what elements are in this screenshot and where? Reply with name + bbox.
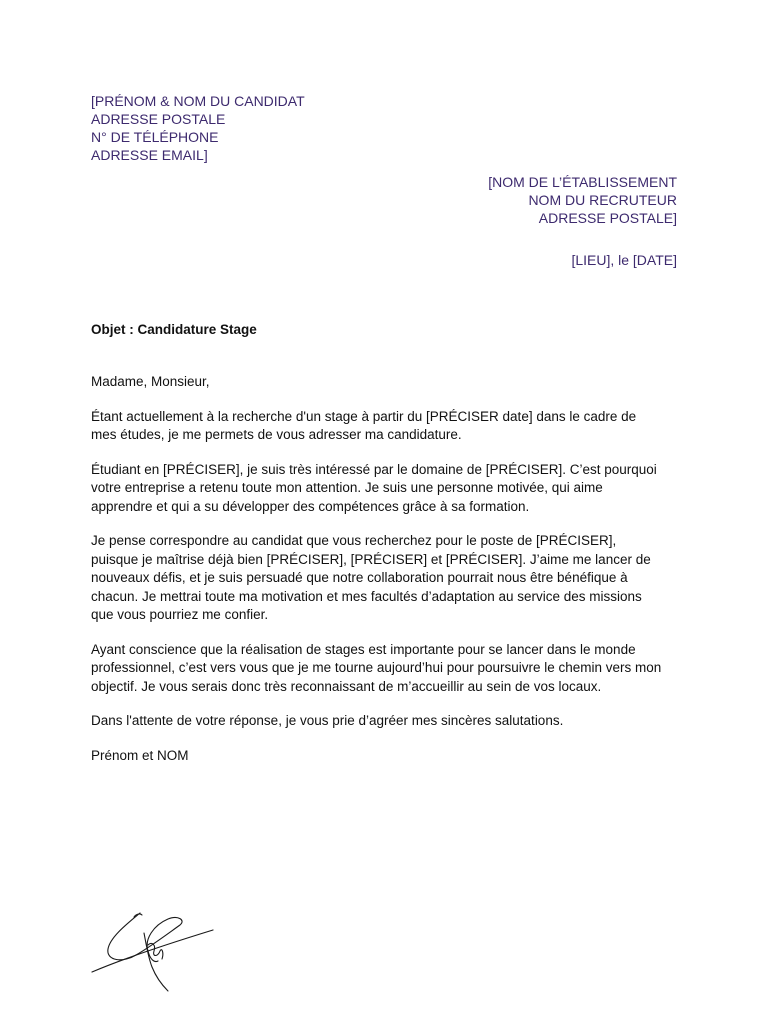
paragraph-motivation xyxy=(91,641,691,697)
recipient-establishment-line: [NOM DE L’ÉTABLISSEMENT xyxy=(488,174,677,190)
handwritten-signature xyxy=(88,905,218,995)
sender-name-line: [PRÉNOM & NOM DU CANDIDAT xyxy=(91,93,305,109)
paragraph-line: Ayant conscience que la réalisation de stages est importante pour se lancer dans le monde xyxy=(91,641,636,657)
paragraph-background xyxy=(91,461,691,517)
closing-name: Prénom et NOM xyxy=(91,747,189,763)
sender-address-block xyxy=(91,92,305,164)
letter-subject: Objet : Candidature Stage xyxy=(91,322,257,337)
sender-phone-line: N° DE TÉLÉPHONE xyxy=(91,129,219,145)
paragraph-line: objectif. Je vous serais donc très reconnaissant de m’accueillir au sein de vos locaux. xyxy=(91,678,602,694)
place-and-date: [LIEU], le [DATE] xyxy=(571,252,677,268)
sender-postal-address-line: ADRESSE POSTALE xyxy=(91,111,226,127)
recipient-recruiter-line: NOM DU RECRUTEUR xyxy=(528,192,677,208)
letter-body xyxy=(91,373,691,781)
paragraph-line: Étudiant en [PRÉCISER], je suis très intéressé par le domaine de [PRÉCISER]. C’est pourquoi xyxy=(91,461,657,477)
recipient-postal-address-line: ADRESSE POSTALE] xyxy=(538,210,677,226)
paragraph-line: mes études, je me permets de vous adresser ma candidature. xyxy=(91,427,462,442)
paragraph-line: nouveaux défis, et je suis persuadé que notre collaboration pourrait nous être bénéfique à xyxy=(91,570,628,585)
sender-email-line: ADRESSE EMAIL] xyxy=(91,147,208,163)
paragraph-line: apprendre et qui a su développer des compétences grâce à sa formation. xyxy=(91,498,530,514)
paragraph-intro xyxy=(91,408,691,445)
paragraph-line: que vous pourriez me confier. xyxy=(91,607,269,622)
paragraph-line: Je pense correspondre au candidat que vous recherchez pour le poste de [PRÉCISER], xyxy=(91,533,617,548)
paragraph-line: Dans l'attente de votre réponse, je vous prie d’agréer mes sincères salutations. xyxy=(91,713,564,728)
paragraph-line: votre entreprise a retenu toute mon attention. Je suis une personne motivée, qui aime xyxy=(91,480,603,495)
paragraph-line: puisque je maîtrise déjà bien [PRÉCISER], [PRÉCISER] et [PRÉCISER]. J’aime me lancer de xyxy=(91,551,651,567)
salutation: Madame, Monsieur, xyxy=(91,374,210,389)
paragraph-closing xyxy=(91,712,691,731)
paragraph-skills xyxy=(91,532,691,625)
paragraph-line: chacun. Je mettrai toute ma motivation et mes facultés d’adaptation au service des missions xyxy=(91,588,642,604)
recipient-address-block xyxy=(488,173,677,227)
paragraph-line: professionnel, c’est vers vous que je me tourne aujourd’hui pour poursuivre le chemin vers mon xyxy=(91,660,662,675)
paragraph-line: Étant actuellement à la recherche d'un stage à partir du [PRÉCISER date] dans le cadre de xyxy=(91,408,637,424)
